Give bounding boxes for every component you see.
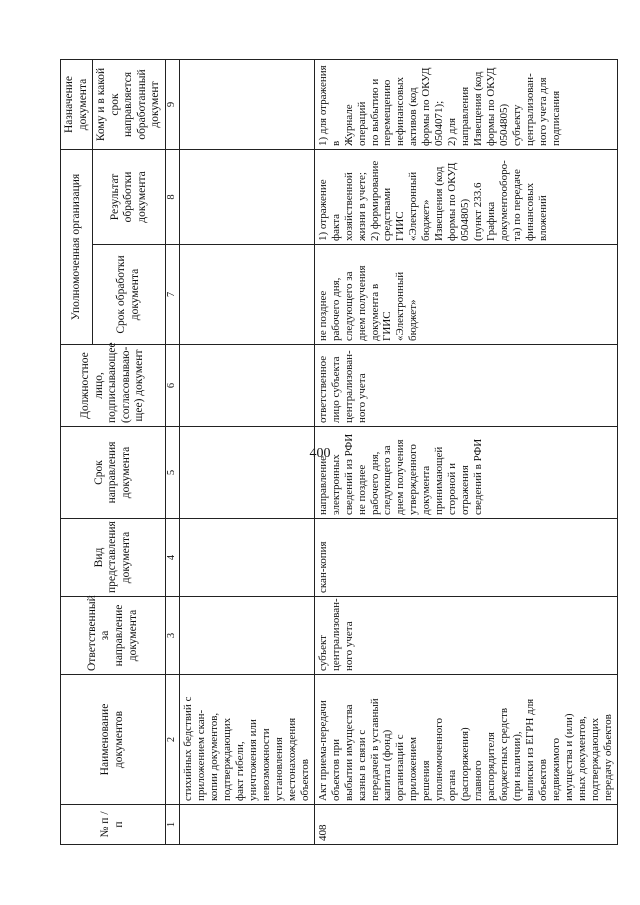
cell-line: Журнале операций <box>342 101 368 146</box>
header-document-purpose: Назначение документа <box>61 59 93 149</box>
header-send-deadline: Срок направления документа <box>61 427 166 519</box>
cell-line: жизни в учете; <box>355 172 368 241</box>
header-authorized-organization: Уполномоченная организация <box>61 149 93 344</box>
table-cell <box>179 805 314 845</box>
cell-line: централизован- <box>524 73 537 146</box>
cell-line: сведений в РФИ <box>472 438 485 515</box>
cell-line: финансовых <box>524 182 537 241</box>
column-number: 5 <box>165 427 179 519</box>
cell-line: вложений <box>537 195 550 241</box>
cell-line: подписания <box>550 90 563 146</box>
column-number: 7 <box>165 245 179 345</box>
column-number: 2 <box>165 675 179 805</box>
cell-line: субъект <box>316 635 329 671</box>
cell-line: ГИИС <box>394 211 407 241</box>
cell-line: Извещения (код <box>433 166 446 241</box>
table-cell-recipient <box>314 59 617 149</box>
cell-line: приложением скан- <box>194 709 207 801</box>
cell-line: отражения <box>459 465 472 515</box>
cell-line: хозяйственной <box>342 172 355 241</box>
cell-line: формы по ОКУД <box>485 67 498 146</box>
table-cell <box>179 427 314 519</box>
cell-line: ного учета для <box>537 77 550 146</box>
cell-line: факт гибели, <box>233 741 246 801</box>
header-responsible: Ответственный за направление документа <box>61 597 166 675</box>
cell-line: распорядителя <box>485 732 498 801</box>
cell-line: централизован- <box>342 350 355 423</box>
cell-line: (пункт 233.6 <box>472 182 485 241</box>
cell-line: бюджетных средств <box>498 707 511 801</box>
cell-line: установления <box>272 737 285 801</box>
table-row-continued <box>179 59 314 844</box>
table-cell-processing-deadline <box>314 245 617 345</box>
cell-line: 1) отражение <box>316 179 329 241</box>
column-number: 3 <box>165 597 179 675</box>
table-cell-document-name <box>314 675 617 805</box>
cell-line: следующего за <box>381 445 394 515</box>
cell-line: централизован- <box>329 598 342 671</box>
cell-line: следующего за <box>342 271 355 341</box>
page-number: 400 <box>309 446 331 461</box>
table-cell-document-name <box>179 675 314 805</box>
header-processing-deadline: Срок обработки документа <box>93 245 166 345</box>
cell-line: копии документов, <box>207 712 220 801</box>
cell-line: та) по передаче <box>511 169 524 241</box>
cell-line: выписки из ЕГРН для <box>524 698 537 801</box>
cell-line: средствами <box>381 187 394 241</box>
cell-line: приложением <box>407 737 420 801</box>
cell-line: недвижимого <box>550 738 563 801</box>
cell-line: передачей в уставный <box>368 698 381 801</box>
cell-line: направление <box>316 456 329 515</box>
cell-line: (распоряжения) <box>459 727 472 801</box>
header-document-name: Наименование документов <box>61 675 166 805</box>
column-number-row <box>165 59 179 844</box>
cell-line: стороной и <box>446 463 459 515</box>
cell-line: по выбытию и <box>368 78 381 146</box>
cell-line: выбытии имущества <box>342 704 355 801</box>
cell-line: невозможности <box>259 728 272 801</box>
cell-line: решения <box>420 760 433 801</box>
cell-line: «Электронный <box>407 171 420 241</box>
cell-line: рабочего дня, <box>329 277 342 341</box>
table-cell-presentation-type <box>314 519 617 597</box>
cell-line: Извещения (код <box>472 71 485 146</box>
cell-line: подтверждающих <box>220 717 233 801</box>
column-number: 4 <box>165 519 179 597</box>
cell-line: документооборо- <box>498 160 511 241</box>
cell-line: Графика <box>485 201 498 241</box>
cell-line: бюджет» <box>407 299 420 341</box>
cell-line: формы по ОКУД <box>446 162 459 241</box>
cell-line: бюджет» <box>420 199 433 241</box>
cell-line: ответственное <box>316 355 329 423</box>
header-processing-result: Результат обработки документа <box>93 149 166 244</box>
cell-line: утвержденного <box>407 444 420 515</box>
cell-line: скан-копия <box>316 541 329 593</box>
column-number: 1 <box>165 805 179 845</box>
cell-line: уполномоченного <box>433 717 446 801</box>
cell-line: направления <box>459 86 472 146</box>
table-cell-processing-result <box>314 149 617 244</box>
cell-line: нефинансовых <box>394 76 407 146</box>
header-number: № п / п <box>61 805 166 845</box>
column-number: 8 <box>165 149 179 244</box>
table-cell <box>179 149 314 244</box>
table-cell <box>179 245 314 345</box>
cell-line: лицо субъекта <box>329 356 342 423</box>
cell-line: объектов при <box>329 739 342 801</box>
table-cell-signing-official <box>314 345 617 427</box>
cell-line: местонахождения <box>285 717 298 801</box>
cell-line: (при наличии), <box>511 731 524 801</box>
cell-line: объектов <box>537 759 550 801</box>
cell-line: 1) для отражения в <box>316 65 342 146</box>
table-cell <box>179 59 314 149</box>
cell-line: «Электронный <box>394 271 407 341</box>
cell-line: подтверждающих <box>588 717 601 801</box>
cell-line: ГИИС <box>381 311 394 341</box>
cell-line: активов (код <box>407 87 420 146</box>
cell-line: организаций с <box>394 734 407 801</box>
header-presentation-type: Вид представления документа <box>61 519 166 597</box>
cell-line: 2) формирование <box>368 160 381 241</box>
cell-line: днем получения <box>394 439 407 515</box>
cell-line: уничтожения или <box>246 719 259 801</box>
cell-line: днем получения <box>355 265 368 341</box>
cell-line: 2) для <box>446 117 459 146</box>
cell-line: не позднее <box>316 290 329 341</box>
table-cell-number: 408 <box>314 805 617 845</box>
table-cell <box>179 597 314 675</box>
table-cell-send-deadline <box>314 427 617 519</box>
cell-line: сведений из РФИ <box>342 433 355 515</box>
header-signing-official: Должностное лицо, подписывающее (согласовываю-щее) документ <box>61 345 166 427</box>
header-recipient: Кому и в какой срок направляется обработанный документ <box>93 59 166 149</box>
cell-line: электронных <box>329 454 342 515</box>
cell-line: объектов <box>298 759 311 801</box>
table-cell-responsible <box>314 597 617 675</box>
document-table <box>60 59 618 845</box>
cell-line: 0504071); <box>433 100 446 146</box>
cell-line: имущества и (или) <box>563 713 576 801</box>
cell-line: капитал (фонд) <box>381 729 394 801</box>
cell-line: документа в <box>368 283 381 341</box>
cell-line: Акт приема-передачи <box>316 700 329 801</box>
cell-line: органа <box>446 769 459 801</box>
cell-line: главного <box>472 760 485 801</box>
cell-line: формы по ОКУД <box>420 67 433 146</box>
cell-line: передачу объектов <box>601 714 614 801</box>
table-cell <box>179 345 314 427</box>
cell-line: не позднее <box>355 464 368 515</box>
column-number: 9 <box>165 59 179 149</box>
table-row-408 <box>314 59 617 844</box>
column-number: 6 <box>165 345 179 427</box>
cell-line: стихийных бедствий с <box>181 696 194 801</box>
rotated-table-container <box>60 60 614 845</box>
cell-line: 0504805) <box>459 198 472 241</box>
cell-line: 0504805) субъекту <box>498 103 524 146</box>
cell-line: рабочего дня, <box>368 451 381 515</box>
cell-line: казны в связи с <box>355 729 368 801</box>
cell-line: перемещению <box>381 79 394 146</box>
cell-line: иных документов, <box>576 716 588 801</box>
cell-line: документа <box>420 465 433 515</box>
table-cell <box>179 519 314 597</box>
cell-line: ного учета <box>342 621 355 671</box>
cell-line: принимающей <box>433 446 446 515</box>
cell-line: факта <box>329 213 342 241</box>
cell-line: ного учета <box>355 373 368 423</box>
header-row-1 <box>61 59 93 844</box>
